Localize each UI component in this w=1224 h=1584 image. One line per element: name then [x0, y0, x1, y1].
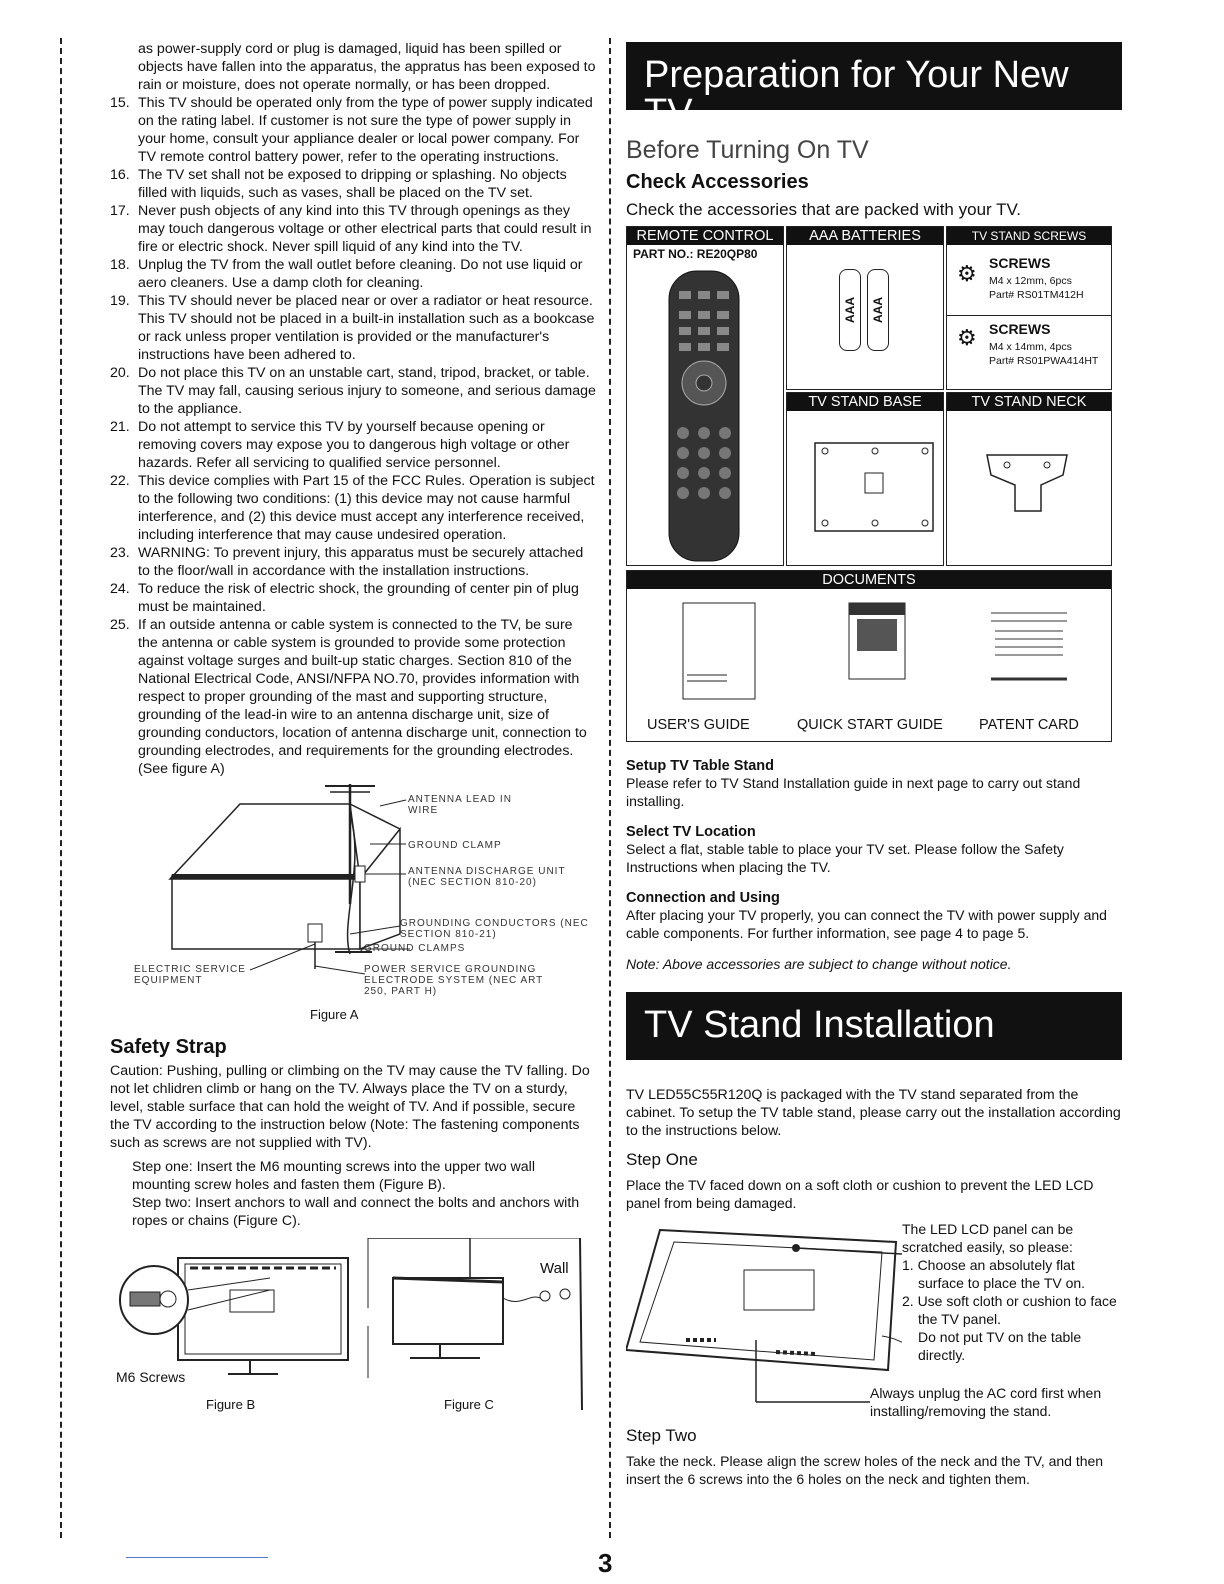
left-dashed-rule	[60, 38, 62, 1538]
m6-screws-label: M6 Screws	[116, 1369, 186, 1385]
batteries-box	[786, 226, 944, 390]
stand-base-header: TV STAND BASE	[787, 393, 943, 411]
safety-item-text: To reduce the risk of electric shock, the grounding of center pin of plug must be maintained.	[138, 581, 579, 615]
safety-item-number: 24.	[110, 581, 130, 597]
stand-neck-icon	[947, 411, 1111, 561]
accessories-grid	[626, 226, 1112, 746]
power-service-label: POWER SERVICE GROUNDING ELECTRODE SYSTEM (NEC ART 250, PART H)	[364, 964, 544, 997]
users-guide-label: USER'S GUIDE	[647, 717, 750, 733]
screws-2-spec: M4 x 14mm, 4pcs	[989, 341, 1072, 353]
setup-stand-heading: Setup TV Table Stand	[626, 758, 774, 774]
panel-care-3: Do not put TV on the table directly.	[918, 1329, 1082, 1363]
safety-item-number: 17.	[110, 203, 130, 219]
step-one-body: Place the TV faced down on a soft cloth or cushion to prevent the LED LCD panel from being damaged.	[626, 1177, 1094, 1211]
select-location-heading: Select TV Location	[626, 824, 756, 840]
tv-face-down-drawing	[626, 1220, 902, 1422]
footer-link-line	[126, 1557, 268, 1558]
unplug-note: Always unplug the AC cord first when installing/removing the stand.	[870, 1385, 1102, 1419]
safety-item-number: 15.	[110, 95, 130, 111]
right-column	[626, 42, 1122, 1488]
figure-a-caption: Figure A	[310, 1007, 359, 1022]
stand-screws-box	[946, 226, 1112, 390]
safety-strap-body: Caution: Pushing, pulling or climbing on the TV may cause the TV falling. Do not let chlidren climb or hang on the TV. Always place the TV on a sturdy, level, stable surface that can hold the weight of TV. And if possible, secure the TV according to the instruction below (Note: The fastening components such as screws are not supplied with TV).	[110, 1063, 590, 1151]
grounding-conductors-label: GROUNDING CONDUCTORS (NEC SECTION 810-21)	[400, 918, 589, 940]
safety-item-text: WARNING: To prevent injury, this apparatus must be securely attached to the floor/wall in accordance with the installation instructions.	[138, 545, 584, 579]
safety-item	[110, 292, 596, 364]
safety-item	[110, 472, 596, 544]
check-accessories-heading: Check Accessories	[626, 171, 809, 193]
step-one-figure	[626, 1220, 1122, 1422]
connection-body: After placing your TV properly, you can connect the TV with power supply and cable components. For further information, see page 4 to page 5.	[626, 907, 1107, 941]
figure-a	[110, 784, 596, 1034]
safety-item-number: 23.	[110, 545, 130, 561]
safety-item-text: Unplug the TV from the wall outlet before cleaning. Do not use liquid or aero cleaners. Use a damp cloth for cleaning.	[138, 257, 583, 291]
safety-item-text: Never push objects of any kind into this TV through openings as they may touch dangerous voltage or other electrical parts that could result in fire or electric shock. Never spill liquid of any kind into the TV.	[138, 203, 592, 255]
safety-item-text: This device complies with Part 15 of the FCC Rules. Operation is subject to the following two conditions: (1) this device may not cause harmful interference, and (2) this device must accept any interference received, including interference that may cause undesired operation.	[138, 473, 595, 543]
figure-b-c-drawing	[110, 1238, 596, 1413]
safety-item-number: 25.	[110, 617, 130, 633]
safety-item-text: The TV set shall not be exposed to dripping or splashing. No objects filled with liquids, such as vases, shall be placed on the TV set.	[138, 167, 567, 201]
screws-1-title: SCREWS	[989, 255, 1051, 271]
safety-item-text: Do not place this TV on an unstable cart, stand, tripod, bracket, or table. The TV may fall, causing serious injury to someone, and serious damage to the appliance.	[138, 365, 596, 417]
safety-item	[110, 256, 596, 292]
connection-heading: Connection and Using	[626, 890, 780, 906]
screws-1-spec: M4 x 12mm, 6pcs	[989, 275, 1072, 287]
safety-step-two: Step two: Insert anchors to wall and connect the bolts and anchors with ropes or chains (Figure C).	[132, 1195, 580, 1229]
safety-item-number: 18.	[110, 257, 130, 273]
safety-item-number: 20.	[110, 365, 130, 381]
quick-start-guide-label: QUICK START GUIDE	[797, 717, 943, 733]
safety-item	[110, 202, 596, 256]
stand-installation-banner: TV Stand Installation	[626, 992, 1122, 1060]
safety-item	[110, 418, 596, 472]
select-location-body: Select a flat, stable table to place your TV set. Please follow the Safety Instructions when placing the TV.	[626, 841, 1064, 875]
panel-care-1: 1. Choose an absolutely flat surface to place the TV on.	[902, 1257, 1086, 1291]
safety-item	[110, 166, 596, 202]
left-column	[110, 40, 596, 1413]
stand-neck-box	[946, 392, 1112, 566]
preparation-banner: Preparation for Your New TV	[626, 42, 1122, 110]
safety-item	[110, 580, 596, 616]
screws-type-1	[947, 251, 1111, 316]
remote-control-icon	[627, 263, 783, 563]
screw-icon: ⚙	[957, 261, 977, 286]
safety-item	[110, 364, 596, 418]
safety-item-text: This TV should never be placed near or over a radiator or heat resource. This TV should not be placed in a built-in installation such as a bookcase or rack unless proper ventilation is provided or the manufacturer's instructions have been adhered to.	[138, 293, 595, 363]
panel-care-intro: The LED LCD panel can be scratched easily, so please:	[902, 1221, 1074, 1255]
stand-base-icon	[787, 411, 943, 561]
screw-washer-icon: ⚙	[957, 325, 977, 350]
stand-screws-header: TV STAND SCREWS	[947, 227, 1111, 245]
ground-clamp-label: GROUND CLAMP	[408, 840, 502, 851]
safety-items-list	[110, 94, 596, 778]
documents-header: DOCUMENTS	[627, 571, 1111, 589]
step-two-heading: Step Two	[626, 1426, 697, 1445]
discharge-unit-label: ANTENNA DISCHARGE UNIT (NEC SECTION 810-20)	[408, 866, 566, 888]
remote-control-header: REMOTE CONTROL	[627, 227, 783, 245]
before-turning-on-heading: Before Turning On TV	[626, 136, 869, 164]
safety-item-number: 16.	[110, 167, 130, 183]
screws-type-2	[947, 317, 1111, 387]
batteries-header: AAA BATTERIES	[787, 227, 943, 245]
safety-step-one: Step one: Insert the M6 mounting screws into the upper two wall mounting screw holes and fasten them (Figure B).	[132, 1159, 535, 1193]
safety-item	[110, 544, 596, 580]
battery-1: AAA	[839, 269, 861, 351]
safety-item	[110, 616, 596, 778]
antenna-lead-label: ANTENNA LEAD IN WIRE	[408, 794, 512, 816]
ground-clamps-label: GROUND CLAMPS	[364, 943, 466, 954]
step-two-body: Take the neck. Please align the screw holes of the neck and the TV, and then insert the 6 screws into the 6 holes on the neck and tighten them.	[626, 1453, 1104, 1487]
setup-stand-body: Please refer to TV Stand Installation guide in next page to carry out stand installing.	[626, 775, 1081, 809]
figure-b-caption: Figure B	[206, 1397, 256, 1412]
safety-item-number: 21.	[110, 419, 130, 435]
continued-safety-text: as power-supply cord or plug is damaged, liquid has been spilled or objects have fallen into the apparatus, the appratus has been exposed to rain or moisture, does not operate normally, or has been dropped.	[138, 41, 596, 93]
step-one-heading: Step One	[626, 1150, 698, 1169]
patent-card-label: PATENT CARD	[979, 717, 1079, 733]
center-dashed-rule	[609, 38, 611, 1538]
documents-icons	[627, 589, 1111, 709]
screws-2-part: Part# RS01PWA414HT	[989, 355, 1099, 367]
electric-service-label: ELECTRIC SERVICE EQUIPMENT	[134, 964, 246, 986]
installation-intro: TV LED55C55R120Q is packaged with the TV stand separated from the cabinet. To setup the TV table stand, please carry out the installation according to the instructions below.	[626, 1087, 1121, 1139]
stand-base-box	[786, 392, 944, 566]
remote-control-box	[626, 226, 784, 566]
figure-c-caption: Figure C	[444, 1397, 494, 1412]
safety-item-text: This TV should be operated only from the type of power supply indicated on the rating label. If customer is not sure the type of power supply in your home, consult your appliance dealer or local power company. For TV remote control battery power, refer to the operating instructions.	[138, 95, 593, 165]
wall-label: Wall	[540, 1260, 569, 1277]
check-accessories-text: Check the accessories that are packed with your TV.	[626, 200, 1021, 219]
page-number: 3	[598, 1548, 613, 1578]
safety-item-number: 22.	[110, 473, 130, 489]
battery-2: AAA	[867, 269, 889, 351]
screws-2-title: SCREWS	[989, 321, 1051, 337]
safety-item	[110, 94, 596, 166]
safety-item-text: Do not attempt to service this TV by yourself because opening or removing covers may expose you to dangerous high voltage or other hazards. Refer all servicing to qualified service personnel.	[138, 419, 570, 471]
safety-item-number: 19.	[110, 293, 130, 309]
documents-box	[626, 570, 1112, 742]
screws-1-part: Part# RS01TM412H	[989, 289, 1084, 301]
safety-steps	[110, 1158, 596, 1230]
remote-part-number: PART NO.: RE20QP80	[633, 247, 758, 261]
accessories-note: Note: Above accessories are subject to change without notice.	[626, 956, 1012, 972]
stand-neck-header: TV STAND NECK	[947, 393, 1111, 411]
panel-care-2: 2. Use soft cloth or cushion to face the TV panel.	[902, 1293, 1117, 1327]
safety-strap-heading: Safety Strap	[110, 1036, 227, 1058]
panel-care-note	[902, 1220, 1122, 1364]
figures-b-c	[110, 1238, 596, 1413]
safety-item-text: If an outside antenna or cable system is connected to the TV, be sure the antenna or cable system is grounded to provide some protection against voltage surges and built-up static charges. Section 810 of the National Electrical Code, ANSI/NFPA NO.70, provides information with respect to proper grounding of the mast and supporting structure, grounding of the lead-in wire to an antenna discharge unit, size of grounding conductors, location of antenna discharge unit, connection to grounding electrodes, and requirements for the grounding electrodes. (See figure A)	[138, 617, 587, 777]
